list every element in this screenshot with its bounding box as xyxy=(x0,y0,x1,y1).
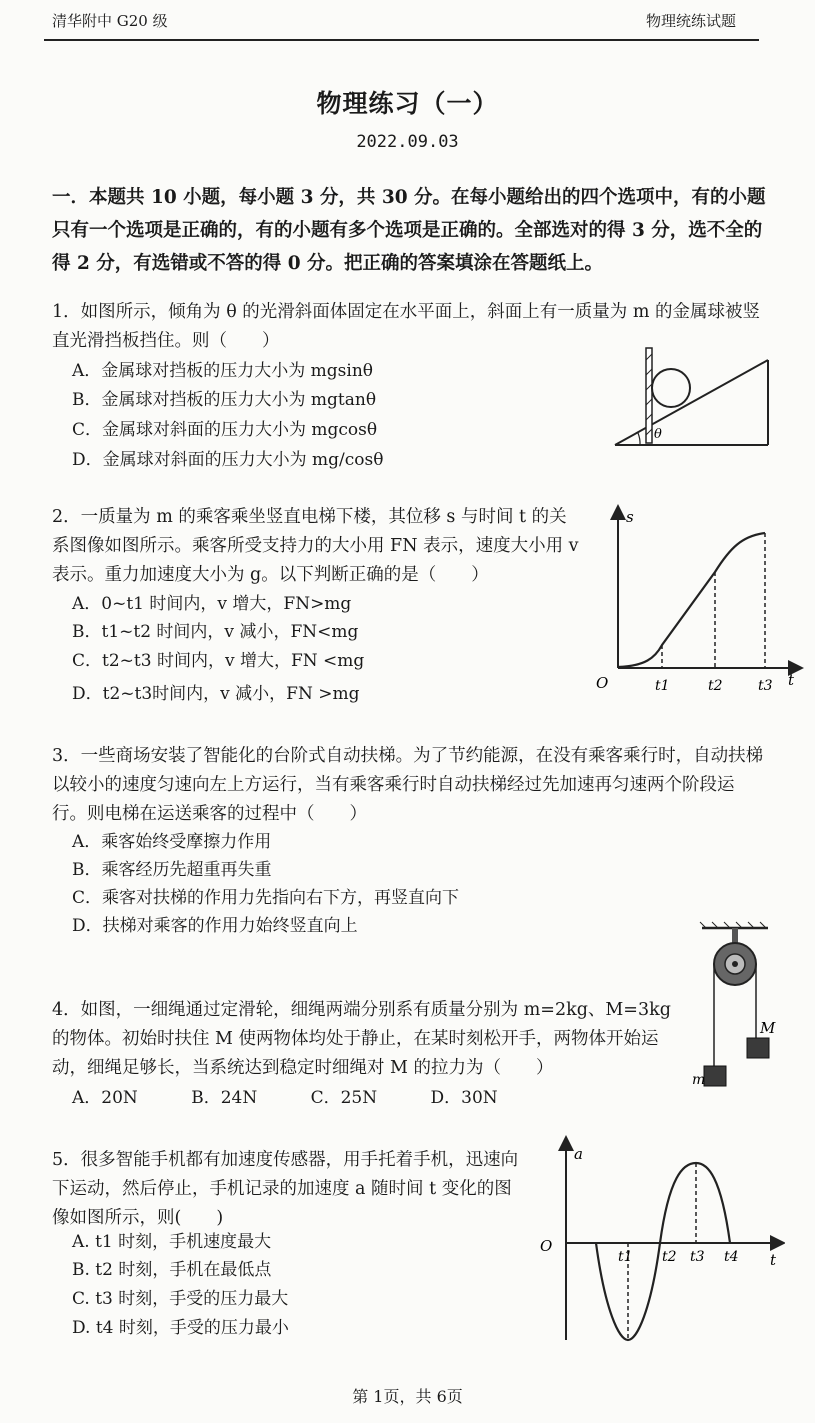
y-axis-label: s xyxy=(626,508,634,526)
y-axis-label: a xyxy=(574,1145,583,1163)
question-4-option-d[interactable]: D．30N xyxy=(430,1088,498,1108)
page-title: 物理练习（一） xyxy=(316,89,499,118)
metal-ball xyxy=(652,369,690,407)
label-m: m xyxy=(692,1072,706,1088)
origin-label: O xyxy=(596,674,609,692)
angle-arc xyxy=(638,433,640,445)
t4-label: t4 xyxy=(724,1249,739,1265)
question-1-figure xyxy=(610,340,780,455)
block-m xyxy=(704,1066,726,1086)
header-rule xyxy=(44,39,759,41)
question-2-option-b[interactable]: B．t1~t2 时间内，v 减小，FN<mg xyxy=(72,622,359,642)
question-2-option-a[interactable]: A．0~t1 时间内，v 增大，FN>mg xyxy=(72,594,352,614)
t1-label: t1 xyxy=(655,678,670,694)
question-4-option-b[interactable]: B．24N xyxy=(191,1088,258,1108)
block-M xyxy=(747,1038,769,1058)
question-4-option-a[interactable]: A．20N xyxy=(72,1088,138,1108)
question-5-option-d[interactable]: D. t4 时刻，手受的压力最小 xyxy=(72,1318,289,1338)
question-4-figure xyxy=(690,918,790,1098)
question-5-stem: 5．很多智能手机都有加速度传感器，用手托着手机，迅速向下运动，然后停止，手机记录的加速度 a 随时间 t 变化的图像如图所示，则( ) xyxy=(52,1150,519,1228)
question-2-option-d[interactable]: D．t2~t3时间内，v 减小，FN >mg xyxy=(72,684,360,704)
question-3-option-b[interactable]: B．乘客经历先超重再失重 xyxy=(72,860,272,880)
label-M: M xyxy=(760,1019,776,1037)
x-axis-label: t xyxy=(770,1251,777,1269)
t1-label: t1 xyxy=(618,1249,633,1265)
question-2-option-c[interactable]: C．t2~t3 时间内，v 增大，FN <mg xyxy=(72,651,365,671)
question-1-stem: 1．如图所示，倾角为 θ 的光滑斜面体固定在水平面上，斜面上有一质量为 m 的金属球被竖直光滑挡板挡住。则（ ） xyxy=(52,302,761,351)
question-4-option-c[interactable]: C．25N xyxy=(310,1088,378,1108)
question-1-option-b[interactable]: B．金属球对挡板的压力大小为 mgtanθ xyxy=(72,390,377,410)
angle-label: θ xyxy=(654,427,662,442)
section-heading: 一．本题共 10 小题，每小题 3 分，共 30 分。在每小题给出的四个选项中，有的小题只有一个选项是正确的，有的小题有多个选项是正确的。全部选对的得 3 分，选不全的得 2 分，有选错或不答的得 0 分。把正确的答案填涂在答题纸上。 xyxy=(52,187,766,274)
s-t-curve xyxy=(618,533,765,667)
header-school: 清华附中 G20 级 xyxy=(52,12,168,30)
question-2-stem: 2．一质量为 m 的乘客乘坐竖直电梯下楼，其位移 s 与时间 t 的关系图像如图所示。乘客所受支持力的大小用 FN 表示，速度大小用 v 表示。重力加速度大小为 g。以下判断正确的是（ ） xyxy=(52,507,579,585)
x-axis-label: t xyxy=(788,671,795,689)
question-5-figure xyxy=(530,1135,785,1350)
question-3-stem: 3．一些商场安装了智能化的台阶式自动扶梯。为了节约能源，在没有乘客乘行时，自动扶梯以较小的速度匀速向左上方运行，当有乘客乘行时自动扶梯经过先加速再匀速两个阶段运行。则电梯在运送乘客的过程中（ ） xyxy=(52,746,764,824)
t3-label: t3 xyxy=(758,678,773,694)
header-subject: 物理统练试题 xyxy=(646,12,737,30)
question-5-option-c[interactable]: C. t3 时刻，手受的压力最大 xyxy=(72,1289,289,1309)
t2-label: t2 xyxy=(708,678,723,694)
question-4-options xyxy=(72,1084,546,1113)
origin-label: O xyxy=(540,1237,553,1255)
t2-label: t2 xyxy=(662,1249,677,1265)
question-3-option-a[interactable]: A．乘客始终受摩擦力作用 xyxy=(72,832,272,852)
exam-date: 2022.09.03 xyxy=(356,132,459,152)
question-3-option-c[interactable]: C．乘客对扶梯的作用力先指向右下方，再竖直向下 xyxy=(72,888,460,908)
question-5-option-a[interactable]: A. t1 时刻，手机速度最大 xyxy=(72,1232,272,1252)
t3-label: t3 xyxy=(690,1249,705,1265)
question-4-stem: 4．如图，一细绳通过定滑轮，细绳两端分别系有质量分别为 m=2kg、M=3kg 的物体。初始时扶住 M 使两物体均处于静止，在某时刻松开手，两物体开始运动，细绳足够长，当系统达到稳定时细绳对 M 的拉力为（ ） xyxy=(52,1000,671,1078)
question-1-option-c[interactable]: C．金属球对斜面的压力大小为 mgcosθ xyxy=(72,420,378,440)
page-footer: 第 1页，共 6页 xyxy=(352,1387,463,1406)
question-1-option-a[interactable]: A．金属球对挡板的压力大小为 mgsinθ xyxy=(72,361,374,381)
baffle-plate xyxy=(646,348,652,443)
question-5-option-b[interactable]: B. t2 时刻，手机在最低点 xyxy=(72,1260,272,1280)
question-2-figure xyxy=(590,500,805,705)
question-1-option-d[interactable]: D．金属球对斜面的压力大小为 mg/cosθ xyxy=(72,450,384,470)
question-3-option-d[interactable]: D．扶梯对乘客的作用力始终竖直向上 xyxy=(72,916,358,936)
incline-surface xyxy=(615,360,768,445)
